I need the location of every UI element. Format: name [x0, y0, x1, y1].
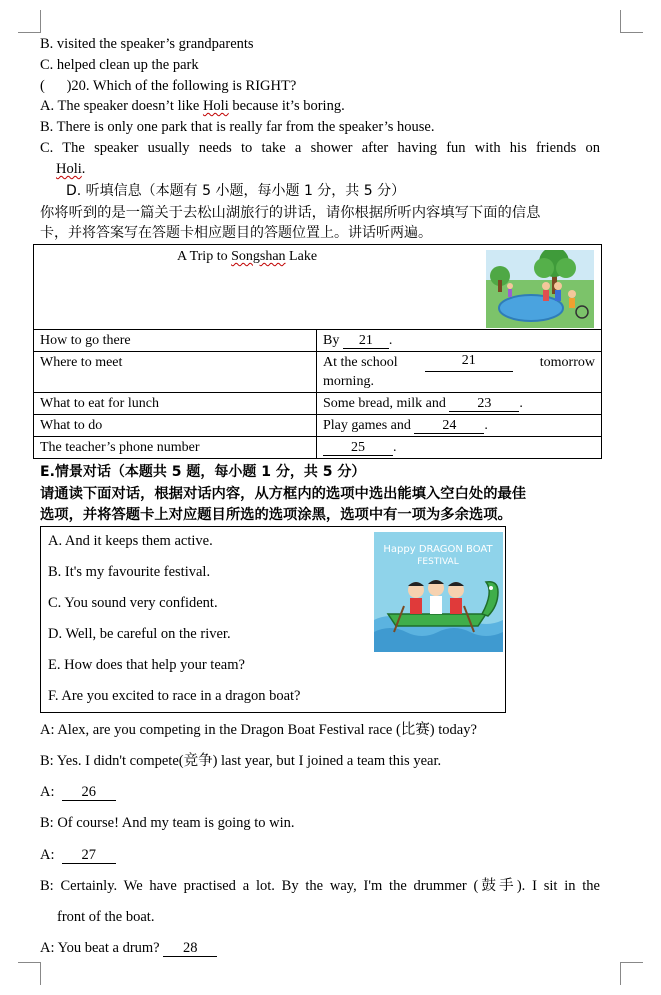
row-value-end: tomorrow — [539, 355, 595, 370]
q20-option-c: C. The speaker usually needs to take a shower after having fun with his friends on — [40, 140, 600, 156]
q20-question: 20. Which of the following is RIGHT? — [71, 78, 297, 94]
answer-blank-25[interactable]: 25 — [323, 440, 393, 456]
option-f: F. Are you excited to race in a dragon boat? — [48, 688, 301, 704]
row-label: Where to meet — [34, 352, 317, 393]
q20-option-a-end: because it’s boring. — [228, 98, 345, 114]
corner-mark-bottom-right — [620, 962, 643, 985]
section-e-instruction-2: 选项，并将答题卡上对应题目所选的选项涂黑，选项中有一项为多余选项。 — [40, 507, 512, 523]
section-d-heading: D. 听填信息（本题有 5 小题，每小题 1 分，共 5 分） — [66, 183, 406, 199]
row-value-end: . — [484, 418, 488, 433]
answer-blank-23[interactable]: 23 — [449, 396, 519, 412]
row-value-text: By — [323, 333, 343, 348]
corner-mark-bottom-left — [18, 962, 41, 985]
songshan-word: Songshan — [231, 249, 286, 264]
dialogue-line-4: B: Of course! And my team is going to win. — [40, 815, 295, 831]
row-value — [317, 352, 602, 393]
park-illustration — [486, 250, 594, 328]
row-value-end: . — [393, 440, 397, 455]
option-d: D. Well, be careful on the river. — [48, 626, 231, 642]
q19-option-b: B. visited the speaker’s grandparents — [40, 36, 254, 52]
info-card-table — [33, 244, 602, 459]
dragon-boat-poster — [374, 532, 503, 652]
q19-option-c: C. helped clean up the park — [40, 57, 199, 73]
corner-mark-top-left — [18, 10, 41, 33]
table-row — [34, 330, 602, 352]
table-row — [34, 437, 602, 459]
row-value-line-2: morning. — [323, 374, 374, 389]
poster-title-1: Happy DRAGON BOAT — [383, 544, 493, 555]
row-label: What to do — [34, 415, 317, 437]
dialogue-line-6: B: Certainly. We have practised a lot. By the way, I'm the drummer (鼓手). I sit in the — [40, 878, 600, 894]
table-title-post: Lake — [285, 249, 318, 264]
q20-option-c-cont — [56, 160, 616, 178]
option-e: E. How does that help your team? — [48, 657, 245, 673]
option-c: C. You sound very confident. — [48, 595, 218, 611]
row-label: How to go there — [34, 330, 317, 352]
row-value-end: . — [388, 333, 393, 348]
table-row — [34, 393, 602, 415]
row-value-end: . — [519, 396, 523, 411]
q20-option-b: B. There is only one park that is really far from the speaker’s house. — [40, 119, 435, 135]
dialogue-text: A: You beat a drum? — [40, 940, 164, 956]
poster-title-2: FESTIVAL — [417, 557, 459, 567]
section-d-instruction-2: 卡，并将答案写在答题卡相应题目的答题位置上。讲话听两遍。 — [40, 225, 432, 241]
options-box — [40, 526, 506, 713]
dialogue-line-7 — [40, 939, 600, 957]
answer-blank-22[interactable]: 21 — [425, 353, 513, 372]
speaker-a: A: — [40, 847, 59, 863]
answer-blank-27[interactable]: 27 — [62, 848, 116, 864]
answer-paren: ( ) — [40, 78, 72, 94]
dialogue-line-6-cont: front of the boat. — [57, 909, 155, 925]
section-d-instruction-1: 你将听到的是一篇关于去松山湖旅行的讲话，请你根据所听内容填写下面的信息 — [40, 205, 541, 221]
row-label: The teacher’s phone number — [34, 437, 317, 459]
row-label: What to eat for lunch — [34, 393, 317, 415]
section-e-instruction-1: 请通读下面对话，根据对话内容，从方框内的选项中选出能填入空白处的最佳 — [40, 486, 527, 502]
dialogue-line-2: B: Yes. I didn't compete(竞争) last year, but I joined a team this year. — [40, 753, 442, 769]
table-row — [34, 415, 602, 437]
answer-blank-28[interactable]: 28 — [163, 941, 217, 957]
row-value-text: Some bread, milk and — [323, 396, 450, 411]
row-value — [317, 330, 602, 352]
answer-blank-24[interactable]: 24 — [414, 418, 484, 434]
answer-blank-21[interactable]: 21 — [343, 333, 389, 349]
option-a: A. And it keeps them active. — [48, 533, 213, 549]
table-row — [34, 352, 602, 393]
holi-word-2: Holi — [56, 161, 82, 177]
row-value-line — [323, 353, 595, 372]
dialogue-line-3 — [40, 783, 600, 801]
table-title-pre: A Trip to — [177, 249, 232, 264]
table-title-cell — [34, 245, 602, 330]
holi-word: Holi — [202, 98, 229, 114]
table-title — [177, 247, 317, 266]
row-value-text: At the school — [323, 355, 398, 370]
row-value — [317, 437, 602, 459]
row-value — [317, 393, 602, 415]
q20-stem — [40, 77, 600, 95]
q20-option-a-text: A. The speaker doesn’t like — [40, 98, 203, 114]
corner-mark-top-right — [620, 10, 643, 33]
speaker-a: A: — [40, 784, 59, 800]
q20-option-a — [40, 97, 600, 115]
dialogue-line-5 — [40, 846, 600, 864]
option-b: B. It's my favourite festival. — [48, 564, 211, 580]
answer-blank-26[interactable]: 26 — [62, 785, 116, 801]
table-title-row — [34, 245, 602, 330]
period: . — [81, 161, 86, 177]
dialogue-line-1: A: Alex, are you competing in the Dragon Boat Festival race (比赛) today? — [40, 722, 477, 738]
row-value — [317, 415, 602, 437]
section-e-heading: E.情景对话（本题共 5 题，每小题 1 分，共 5 分） — [40, 464, 366, 480]
row-value-text: Play games and — [323, 418, 415, 433]
